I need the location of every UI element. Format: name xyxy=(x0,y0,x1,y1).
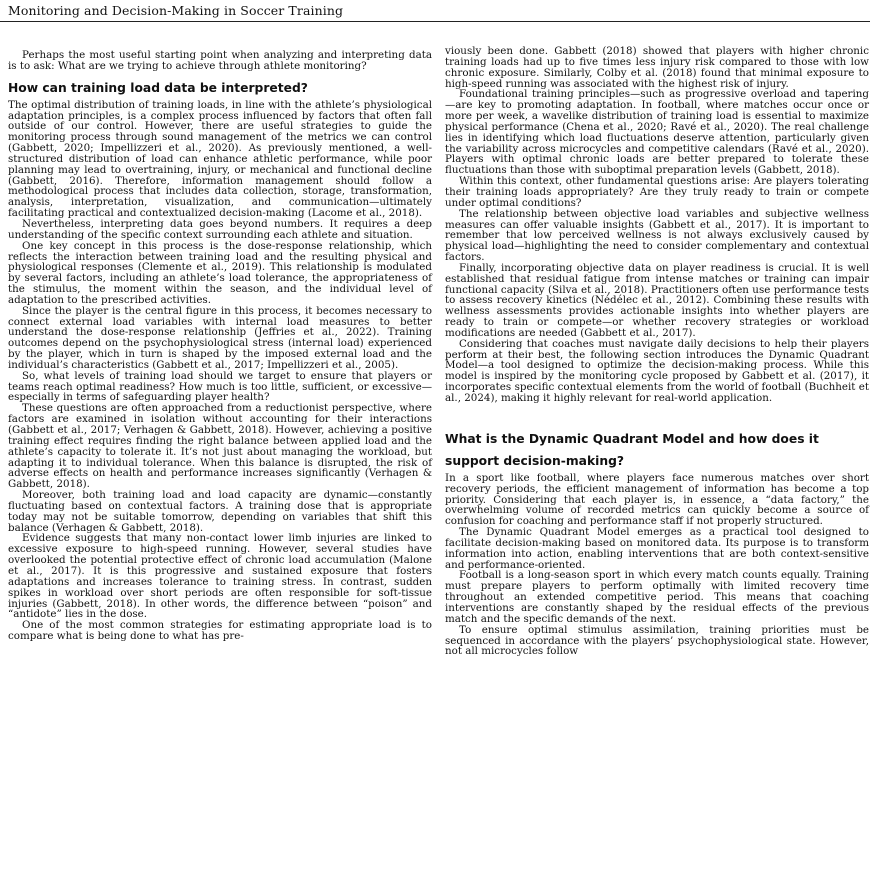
body-paragraph: In a sport like football, where players face numerous matches over short recovery periods, the efficient management of information has become a top priority. Considering that each player is, in essence, a “data factory,” the overwhelming volume of recorded metrics can quickly become a source of confusion for coaching and performance staff if not properly structured. xyxy=(445,471,869,528)
body-paragraph: Evidence suggests that many non-contact lower limb injuries are linked to excessive exposure to high-speed running. However, several studies have overlooked the potential protective effect of chronic load accumulation (Malone et al., 2017). It is this progressive and sustained exposure that fosters adaptations and increases tolerance to training stress. In contrast, sudden spikes in workload over short periods are often responsible for soft-tissue injuries (Gabbett, 2018). In other words, the difference between “poison” and “antidote” lies in the dose. xyxy=(8,532,432,621)
body-paragraph: Finally, incorporating objective data on player readiness is crucial. It is well established that residual fatigue from intense matches or training can impair functional capacity (Silva et al., 2018). Practitioners often use performance tests to assess recovery kinetics (Nédélec et al., 2012). Combining these results with wellness assessments provides actionable insights into whether players are ready to train or compete—or whether recovery strategies or workload modifications are needed (Gabbett et al., 2017). xyxy=(445,261,869,339)
body-paragraph: Football is a long-season sport in which every match counts equally. Training must prepare players to perform optimally with limited recovery time throughout an extended competitive period. This means that coaching interventions are constantly shaped by the residual effects of the previous match and the specific demands of the next. xyxy=(445,569,869,625)
body-paragraph: The relationship between objective load variables and subjective wellness measures can offer valuable insights (Gabbett et al., 2017). It is important to remember that low perceived wellness is not always exclusively caused by physical load—highlighting the need to consider complementary and contextual factors. xyxy=(445,207,869,264)
body-paragraph: One key concept in this process is the dose-response relationship, which reflects the interaction between training load and the resulting physical and physiological responses (Clemente et al., 2019). This relationship is modulated by several factors, including an athlete’s load tolerance, the appropriateness of the stimulus, the moment within the season, and the individual level of adaptation to the prescribed activities. xyxy=(8,239,432,306)
body-paragraph: Considering that coaches must navigate daily decisions to help their players perform at their best, the following section introduces the Dynamic Quadrant Model—a tool designed to optimize the decision-making process. While this model is inspired by the monitoring cycle proposed by Gabbett et al. (2017), it incorporates specific contextual elements from the world of football (Buchheit et al., 2024), making it highly relevant for real-world application. xyxy=(445,337,869,404)
body-paragraph: Foundational training principles—such as progressive overload and tapering—are key to promoting adaptation. In football, where matches occur once or more per week, a wavelike distribution of training load is essential to maximize physical performance (Chena et al., 2020; Ravé et al., 2020). The real challenge lies in identifying which load fluctuations deserve attention, particularly given the variability across microcycles and competitive calendars (Ravé et al., 2020). Players with optimal chronic loads are better prepared to tolerate these fluctuations than those with suboptimal preparation levels (Gabbett, 2018). xyxy=(445,88,869,177)
body-paragraph: One of the most common strategies for estimating appropriate load is to compare what is being done to what has pre- xyxy=(8,619,432,643)
left-column xyxy=(8,50,432,642)
body-paragraph: Since the player is the central figure in this process, it becomes necessary to connect external load variables with internal load measures to better understand the dose-response relationship (Jeffries et al., 2022). Training outcomes depend on the psychophysiological stress (internal load) experienced by the player, which in turn is shaped by the imposed external load and the individual’s characteristics (Gabbett et al., 2017; Impellizzeri et al., 2005). xyxy=(8,304,432,371)
intro-paragraph: Perhaps the most useful starting point when analyzing and interpreting data is to ask: What are we trying to achieve through athlete monitoring? xyxy=(8,49,432,72)
body-paragraph: To ensure optimal stimulus assimilation, training priorities must be sequenced in accordance with the players’ psychophysiological state. However, not all microcycles follow xyxy=(445,623,869,658)
section-heading-dynamic-quadrant: What is the Dynamic Quadrant Model and how does it support decision-making? xyxy=(445,431,819,468)
running-title: Monitoring and Decision-Making in Soccer Training xyxy=(8,3,344,18)
body-paragraph: Within this context, other fundamental questions arise: Are players tolerating their training loads appropriately? Are they truly ready to train or compete under optimal conditions? xyxy=(445,175,869,209)
section-heading-interpretation: How can training load data be interpreted? xyxy=(8,80,308,95)
body-paragraph: The optimal distribution of training loads, in line with the athlete’s physiological adaptation principles, is a complex process influenced by factors that often fall outside of our control. However, there are useful strategies to guide the monitoring process through sound management of the metrics we can control (Gabbett, 2020; Impellizzeri et al., 2020). As previously mentioned, a well-structured distribution of load can enhance athletic performance, while poor planning may lead to overtraining, injury, or mechanical and functional decline (Gabbett, 2016). Therefore, information management should follow a methodological process that includes data collection, storage, transformation, analysis, interpretation, visualization, and communication—ultimately facilitating practical and contextualized decision-making (Lacome et al., 2018). xyxy=(8,98,432,220)
body-paragraph: These questions are often approached from a reductionist perspective, where factors are examined in isolation without accounting for their interactions (Gabbett et al., 2017; Verhagen & Gabbett, 2018). However, achieving a positive training effect requires finding the right balance between applied load and the athlete’s capacity to tolerate it. It’s not just about managing the workload, but adapting it to individual tolerance. When this balance is disrupted, the risk of adverse effects on health and performance increases significantly (Verhagen & Gabbett, 2018). xyxy=(8,402,432,491)
body-paragraph: Moreover, both training load and load capacity are dynamic—constantly fluctuating based on contextual factors. A training dose that is appropriate today may not be suitable tomorrow, depending on variables that shift this balance (Verhagen & Gabbett, 2018). xyxy=(8,489,432,534)
right-column xyxy=(445,46,869,657)
body-paragraph: viously been done. Gabbett (2018) showed that players with higher chronic training loads had up to five times less injury risk compared to those with low chronic exposure. Similarly, Colby et al. (2018) found that minimal exposure to high-speed running was associated with the highest risk of injury. xyxy=(445,45,869,90)
body-paragraph: So, what levels of training load should we target to ensure that players or teams reach optimal readiness? How much is too little, sufficient, or excessive—especially in terms of safeguarding player health? xyxy=(8,369,432,404)
header-rule xyxy=(0,21,870,22)
body-paragraph: The Dynamic Quadrant Model emerges as a practical tool designed to facilitate decision-making based on monitored data. Its purpose is to transform information into action, enabling interventions that are both context-sensitive and performance-oriented. xyxy=(445,526,869,571)
body-paragraph: Nevertheless, interpreting data goes beyond numbers. It requires a deep understanding of the specific context surrounding each athlete and situation. xyxy=(8,217,432,241)
